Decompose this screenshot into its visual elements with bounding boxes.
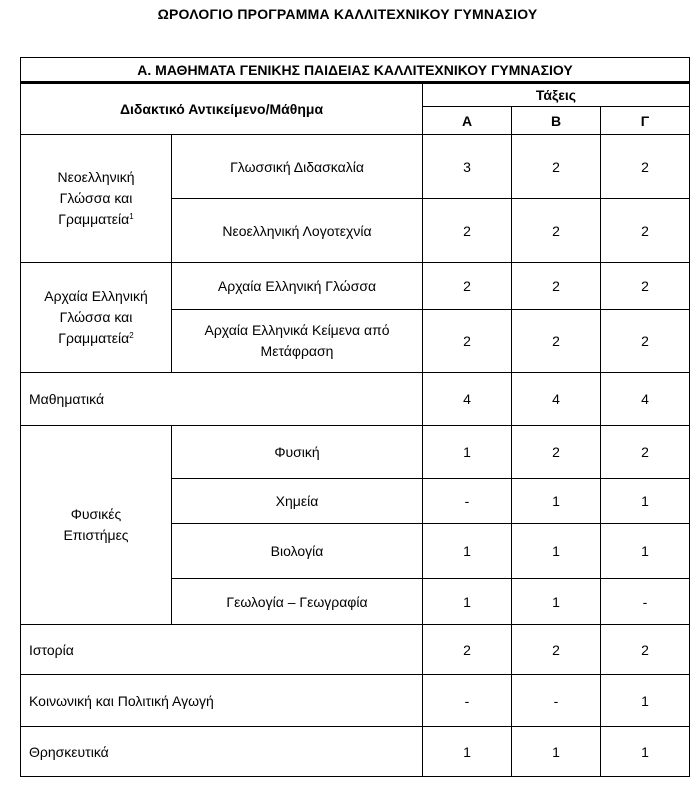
subject-cell: Νεοελληνική Λογοτεχνία — [172, 199, 423, 263]
hours-b: - — [512, 675, 601, 727]
subject-civics: Κοινωνική και Πολιτική Αγωγή — [21, 675, 423, 727]
hours-b: 2 — [512, 625, 601, 675]
hours-b: 2 — [512, 426, 601, 479]
page-title: ΩΡΟΛΟΓΙΟ ΠΡΟΓΡΑΜΜΑ ΚΑΛΛΙΤΕΧΝΙΚΟΥ ΓΥΜΝΑΣΙΟΥ — [157, 6, 538, 22]
hours-c: 2 — [601, 310, 690, 373]
hours-a: 2 — [423, 310, 512, 373]
class-c-header: Γ — [601, 107, 690, 135]
subject-cell: Βιολογία — [172, 524, 423, 579]
table-row — [21, 263, 690, 310]
header-row-classes — [21, 83, 690, 107]
hours-a: 1 — [423, 727, 512, 777]
hours-c: 2 — [601, 135, 690, 199]
hours-a: 4 — [423, 373, 512, 426]
hours-b: 1 — [512, 524, 601, 579]
subject-math: Μαθηματικά — [21, 373, 423, 426]
subject-line: Μετάφραση — [260, 343, 334, 359]
hours-a: 1 — [423, 579, 512, 625]
hours-c: 1 — [601, 524, 690, 579]
hours-a: - — [423, 675, 512, 727]
group-line: Φυσικές — [70, 506, 122, 522]
hours-a: - — [423, 479, 512, 524]
hours-a: 1 — [423, 524, 512, 579]
hours-b: 2 — [512, 135, 601, 199]
subject-line: Αρχαία Ελληνικά Κείμενα από — [204, 322, 390, 338]
table-row — [21, 373, 690, 426]
subject-header: Διδακτικό Αντικείμενο/Μάθημα — [21, 83, 423, 135]
hours-a: 2 — [423, 625, 512, 675]
hours-b: 1 — [512, 579, 601, 625]
section-title-row — [21, 58, 690, 83]
group-line: Επιστήμες — [63, 527, 129, 543]
hours-b: 4 — [512, 373, 601, 426]
hours-c: 4 — [601, 373, 690, 426]
hours-c: 2 — [601, 625, 690, 675]
hours-a: 2 — [423, 263, 512, 310]
footnote-marker: 2 — [129, 331, 134, 340]
subject-cell: Αρχαία Ελληνική Γλώσσα — [172, 263, 423, 310]
classes-header: Τάξεις — [423, 83, 690, 107]
subject-cell: Χημεία — [172, 479, 423, 524]
hours-c: 2 — [601, 263, 690, 310]
group-line: Γλώσσα και — [59, 309, 133, 325]
hours-b: 2 — [512, 310, 601, 373]
subject-cell: Γεωλογία – Γεωγραφία — [172, 579, 423, 625]
hours-a: 3 — [423, 135, 512, 199]
group-ancient-greek — [21, 263, 172, 373]
section-title: Α. ΜΑΘΗΜΑΤΑ ΓΕΝΙΚΗΣ ΠΑΙΔΕΙΑΣ ΚΑΛΛΙΤΕΧΝΙΚΟΥ ΓΥΜΝΑΣΙΟΥ — [21, 58, 690, 83]
group-line: Γραμματεία — [58, 330, 130, 346]
group-line: Γραμματεία — [58, 211, 130, 227]
subject-cell: Φυσική — [172, 426, 423, 479]
hours-c: 2 — [601, 199, 690, 263]
hours-b: 1 — [512, 727, 601, 777]
group-line: Νεοελληνική — [57, 169, 135, 185]
hours-b: 1 — [512, 479, 601, 524]
hours-c: 2 — [601, 426, 690, 479]
hours-c: 1 — [601, 675, 690, 727]
hours-a: 1 — [423, 426, 512, 479]
group-line: Αρχαία Ελληνική — [44, 288, 148, 304]
hours-c: 1 — [601, 727, 690, 777]
footnote-marker: 1 — [129, 212, 134, 221]
subject-religion: Θρησκευτικά — [21, 727, 423, 777]
subject-cell — [172, 310, 423, 373]
table-row — [21, 625, 690, 675]
hours-b: 2 — [512, 263, 601, 310]
table-row — [21, 675, 690, 727]
group-modern-greek — [21, 135, 172, 263]
table-row — [21, 135, 690, 199]
subject-cell: Γλωσσική Διδασκαλία — [172, 135, 423, 199]
hours-c: 1 — [601, 479, 690, 524]
hours-a: 2 — [423, 199, 512, 263]
table-row — [21, 426, 690, 479]
class-a-header: Α — [423, 107, 512, 135]
hours-b: 2 — [512, 199, 601, 263]
hours-c: - — [601, 579, 690, 625]
group-sciences — [21, 426, 172, 625]
table-row — [21, 727, 690, 777]
subject-history: Ιστορία — [21, 625, 423, 675]
class-b-header: Β — [512, 107, 601, 135]
group-line: Γλώσσα και — [59, 190, 133, 206]
curriculum-table — [20, 57, 690, 777]
